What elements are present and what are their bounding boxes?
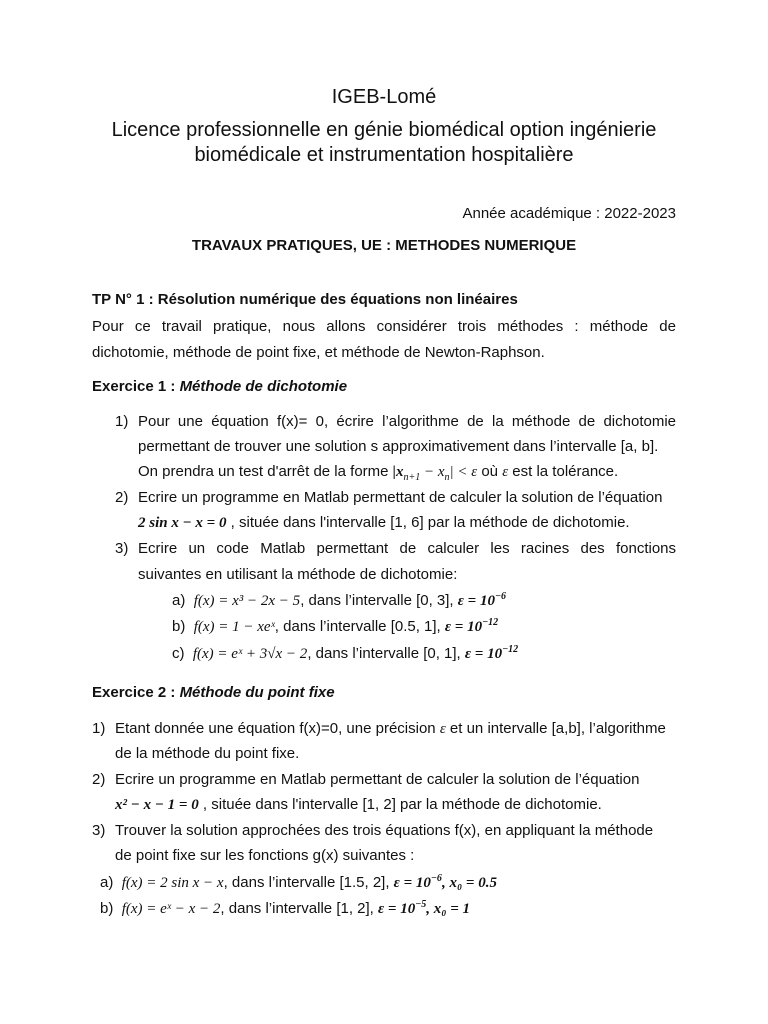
school-name: IGEB-Lomé (331, 86, 437, 108)
ex2-sub-a: a) f(x) = 2 sin x − x, dans l’intervalle [1.5, 2], $\varepsilon = 10^{-6}$, x₀ = 0.5 (100, 873, 497, 891)
exercise1-heading: Exercice 1 : Méthode de dichotomie (92, 378, 348, 395)
ex1-item3-line2: suivantes en utilisant la méthode de dichotomie: (138, 566, 458, 583)
intro-line2: dichotomie, méthode de point fixe, et méthode de Newton-Raphson. (92, 344, 545, 361)
ex1-item1-line1: Pour une équation f(x)= 0, écrire l’algorithme de la méthode de dichotomie (138, 413, 676, 430)
ex1-item1-number: 1) (115, 413, 129, 430)
ex1-sub-c: c) f(x) = eˣ + 3√x − 2, dans l’intervalle [0, 1], $\varepsilon = 10^{-12}$ (172, 644, 519, 662)
ex1-item3-line1: Ecrire un code Matlab permettant de calculer les racines des fonctions (138, 540, 676, 557)
program-title-line2: biomédicale et instrumentation hospitalière (194, 144, 574, 166)
exercise2-heading: Exercice 2 : Méthode du point fixe (92, 684, 335, 701)
ex2-item1-number: 1) (92, 720, 106, 737)
ex2-item2-line1: Ecrire un programme en Matlab permettant de calculer la solution de l’équation (115, 771, 640, 788)
ex2-item1-line2: de la méthode du point fixe. (115, 745, 300, 762)
ex2-item1-line1: Etant donnée une équation f(x)=0, une précision ε et un intervalle [a,b], l’algorithme (115, 720, 666, 737)
ex2-item3-line1: Trouver la solution approchées des trois équations f(x), en appliquant la méthode (115, 822, 654, 839)
intro-line1: Pour ce travail pratique, nous allons considérer trois méthodes : méthode de (92, 318, 676, 335)
ex2-sub-b: b) f(x) = eˣ − x − 2, dans l’intervalle [1, 2], $\varepsilon = 10^{-5}$, x₀ = 1 (100, 899, 471, 917)
ex1-sub-a: a) f(x) = x³ − 2x − 5, dans l’intervalle [0, 3], $\varepsilon = 10^{-6}$ (172, 591, 507, 609)
ex2-item3-line2: de point fixe sur les fonctions g(x) suivantes : (115, 847, 415, 864)
course-title: TRAVAUX PRATIQUES, UE : METHODES NUMERIQUE (191, 237, 577, 254)
ex1-item1-line3: On prendra un test d'arrêt de la forme $|x_{n+1} - x_n| < \varepsilon$ où ε est la tolérance. (138, 463, 619, 483)
program-title-line1: Licence professionnelle en génie biomédical option ingénierie (111, 119, 657, 141)
ex2-item3-number: 3) (92, 822, 106, 839)
ex1-item2-line1: Ecrire un programme en Matlab permettant de calculer la solution de l’équation (138, 489, 663, 506)
ex1-item2-line2: 2 sin x − x = 0 , située dans l'intervalle [1, 6] par la méthode de dichotomie. (138, 514, 630, 531)
ex1-item1-line2: permettant de trouver une solution s approximativement dans l’intervalle [a, b]. (138, 438, 659, 455)
ex1-item3-number: 3) (115, 540, 129, 557)
tp-title: TP N° 1 : Résolution numérique des équations non linéaires (92, 291, 518, 308)
ex2-item2-number: 2) (92, 771, 106, 788)
ex2-item2-line2: x² − x − 1 = 0 , située dans l'intervalle [1, 2] par la méthode de dichotomie. (115, 796, 602, 813)
ex1-sub-b: b) f(x) = 1 − xeˣ, dans l’intervalle [0.5, 1], $\varepsilon = 10^{-12}$ (172, 617, 499, 635)
ex1-item2-number: 2) (115, 489, 129, 506)
academic-year: Année académique : 2022-2023 (462, 205, 676, 222)
